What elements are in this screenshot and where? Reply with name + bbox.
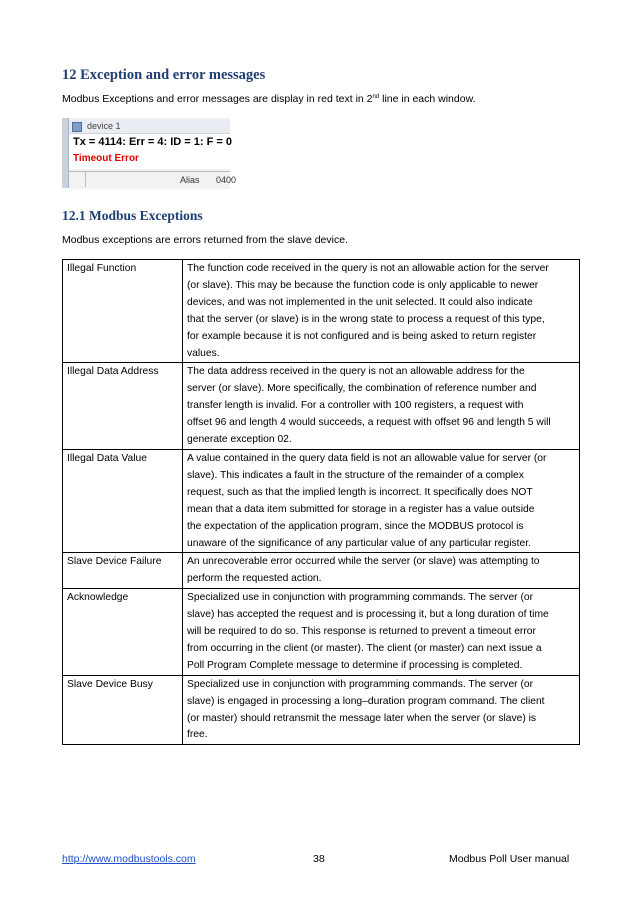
timeout-error-message: Timeout Error (73, 153, 139, 164)
page-number: 38 (313, 853, 325, 865)
window-frame-edge (62, 118, 69, 188)
description-line: A value contained in the query data field is not an allowable value for server (or (187, 452, 547, 464)
register-grid-header (69, 171, 230, 189)
intro-text-end: line in each window. (379, 93, 476, 105)
document-title: Modbus Poll User manual (449, 853, 570, 865)
exception-description (183, 675, 580, 745)
description-line: (or slave). This may be because the function code is only applicable to newer (187, 279, 539, 291)
exceptions-table-body (63, 260, 580, 745)
exception-name: Slave Device Failure (63, 553, 183, 589)
exception-name: Illegal Data Address (63, 363, 183, 450)
exception-name: Acknowledge (63, 589, 183, 676)
description-line: slave). This indicates a fault in the structure of the remainder of a complex (187, 469, 524, 481)
exception-row (63, 363, 580, 450)
description-line: for example because it is not configured and is being asked to return register (187, 330, 537, 342)
description-line: offset 96 and length 4 would succeeds, a request with offset 96 and length 5 will (187, 417, 551, 429)
description-line: Specialized use in conjunction with programming commands. The server (or (187, 592, 534, 604)
description-line: generate exception 02. (187, 434, 292, 446)
exception-row (63, 553, 580, 589)
window-title: device 1 (87, 121, 121, 131)
section-heading: 12 Exception and error messages (62, 67, 266, 83)
description-line: The data address received in the query is not an allowable address for the (187, 366, 525, 378)
exception-description (183, 449, 580, 552)
description-line: server (or slave). More specifically, the combination of reference number and (187, 383, 537, 395)
exception-description (183, 363, 580, 450)
window-icon (72, 122, 82, 132)
subsection-heading: 12.1 Modbus Exceptions (62, 208, 203, 223)
description-line: perform the requested action. (187, 573, 322, 585)
address-column-header: 0400 (216, 175, 237, 185)
description-line: An unrecoverable error occurred while the server (or slave) was attempting to (187, 556, 540, 568)
subsection-description: Modbus exceptions are errors returned from the slave device. (62, 234, 348, 246)
exception-description (183, 553, 580, 589)
description-line: free. (187, 729, 208, 741)
exception-row (63, 589, 580, 676)
description-line: (or master) should retransmit the message later when the server (or slave) is (187, 712, 537, 724)
description-line: that the server (or slave) is in the wrong state to process a request of this type, (187, 313, 545, 325)
description-line: will be required to do so. This response is returned to prevent a timeout error (187, 626, 536, 638)
description-line: mean that a data item submitted for storage in a register has a value outside (187, 503, 535, 515)
description-line: devices, and was not implemented in the unit selected. It could also indicate (187, 296, 533, 308)
description-line: Specialized use in conjunction with programming commands. The server (or (187, 678, 534, 690)
tx-status-line: Tx = 4114: Err = 4: ID = 1: F = 0 (73, 136, 232, 148)
description-line: request, such as that the implied length is incorrect. It specifically does NOT (187, 486, 533, 498)
grid-row-header-cell (72, 172, 86, 187)
description-line: unaware of the significance of any particular value of any particular register. (187, 537, 531, 549)
error-window-screenshot (62, 118, 237, 188)
description-line: the expectation of the application program, since the MODBUS protocol is (187, 520, 524, 532)
description-line: slave) has accepted the request and is processing it, but a long duration of time (187, 609, 549, 621)
exception-row (63, 449, 580, 552)
description-line: slave) is engaged in processing a long–duration program command. The client (187, 695, 545, 707)
description-line: transfer length is invalid. For a controller with 100 registers, a request with (187, 400, 524, 412)
exception-description (183, 260, 580, 363)
footer-link[interactable]: http://www.modbustools.com (62, 853, 196, 865)
exception-name: Slave Device Busy (63, 675, 183, 745)
description-line: The function code received in the query is not an allowable action for the server (187, 263, 549, 274)
exception-row (63, 260, 580, 363)
alias-column-header: Alias (180, 175, 200, 185)
description-line: Poll Program Complete message to determine if processing is completed. (187, 659, 523, 671)
exceptions-table (62, 259, 580, 745)
section-intro (62, 93, 476, 105)
exception-row (63, 675, 580, 745)
intro-superscript: nd (372, 94, 380, 100)
intro-text: Modbus Exceptions and error messages are display in red text in 2 (62, 93, 373, 105)
exception-name: Illegal Data Value (63, 449, 183, 552)
description-line: from occurring in the client (or master). The client (or master) can next issue a (187, 642, 542, 654)
description-line: values. (187, 347, 220, 359)
exception-description (183, 589, 580, 676)
exception-name: Illegal Function (63, 260, 183, 363)
